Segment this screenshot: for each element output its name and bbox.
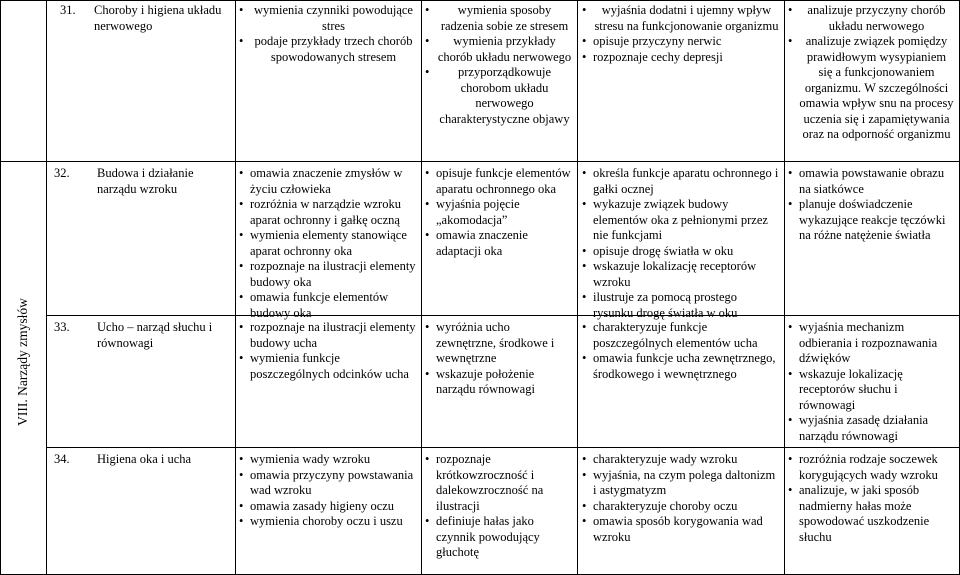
list-item: • charakteryzuje funkcje poszczególnych elementów ucha xyxy=(580,320,780,351)
list-item: • rozpoznaje na ilustracji elementy budowy ucha xyxy=(237,320,419,351)
list-item: • wykazuje związek budowy elementów oka z pełnionymi przez nie funkcjami xyxy=(580,197,780,244)
requirements-level-4 xyxy=(786,320,954,444)
list-item: • analizuje, w jaki sposób nadmierny hałas może spowodować uszkodzenie słuchu xyxy=(786,483,954,545)
list-item: • wyjaśnia dodatni i ujemny wpływ stresu na funkcjonowanie organizmu xyxy=(580,3,780,34)
list-item: • omawia funkcje ucha zewnętrznego, środkowego i wewnętrznego xyxy=(580,351,780,382)
list-item: • wskazuje lokalizację receptorów wzroku xyxy=(580,259,780,290)
requirements-level-2 xyxy=(423,166,573,259)
list-item: • wymienia funkcje poszczególnych odcinków ucha xyxy=(237,351,419,382)
grid-line xyxy=(0,0,960,1)
requirements-level-3 xyxy=(580,320,780,382)
list-item: • podaje przykłady trzech chorób spowodowanych stresem xyxy=(237,34,417,65)
list-item: • rozpoznaje cechy depresji xyxy=(580,50,780,66)
list-item: • analizuje związek pomiędzy prawidłowym wysypianiem się a funkcjonowaniem organizmu. W szczególności omawia wpływ snu na procesy uczenia się i zapamiętywania oraz na odporność organizmu xyxy=(786,34,954,143)
list-item: • omawia znaczenie zmysłów w życiu człowieka xyxy=(237,166,419,197)
requirements-level-4 xyxy=(786,3,954,143)
list-item: • definiuje hałas jako czynnik powodujący głuchotę xyxy=(423,514,573,561)
section-label: VIII. Narządy zmysłów xyxy=(15,298,30,426)
list-item: • wyjaśnia, na czym polega daltonizm i astygmatyzm xyxy=(580,468,780,499)
list-item: • omawia sposób korygowania wad wzroku xyxy=(580,514,780,545)
list-item: • omawia znaczenie adaptacji oka xyxy=(423,228,573,259)
list-item: • omawia powstawanie obrazu na siatkówce xyxy=(786,166,954,197)
list-item: • rozpoznaje krótkowzroczność i dalekowzroczność na ilustracji xyxy=(423,452,573,514)
requirements-level-1 xyxy=(237,452,417,530)
list-item: • opisuje funkcje elementów aparatu ochronnego oka xyxy=(423,166,573,197)
list-item: • opisuje drogę światła w oku xyxy=(580,244,780,260)
grid-line xyxy=(46,0,47,575)
list-item: • określa funkcje aparatu ochronnego i gałki ocznej xyxy=(580,166,780,197)
list-item: • wyjaśnia zasadę działania narządu równowagi xyxy=(786,413,954,444)
list-item: • przyporządkowuje chorobom układu nerwowego charakterystyczne objawy xyxy=(423,65,573,127)
list-item: • opisuje przyczyny nerwic xyxy=(580,34,780,50)
list-item: • rozróżnia rodzaje soczewek korygujących wady wzroku xyxy=(786,452,954,483)
list-item: • wskazuje położenie narządu równowagi xyxy=(423,367,573,398)
grid-line xyxy=(235,0,236,575)
list-item: • planuje doświadczenie wykazujące reakcje tęczówki na różne natężenie światła xyxy=(786,197,954,244)
requirements-level-1 xyxy=(237,320,419,382)
list-item: • wyróżnia ucho zewnętrzne, środkowe i wewnętrzne xyxy=(423,320,573,367)
lesson-topic: Budowa i działanie narządu wzroku xyxy=(97,166,194,196)
list-item: • wymienia elementy stanowiące aparat ochronny oka xyxy=(237,228,419,259)
requirements-level-3 xyxy=(580,452,780,545)
list-item: • analizuje przyczyny chorób układu nerwowego xyxy=(786,3,954,34)
requirements-level-4 xyxy=(786,452,954,545)
grid-line xyxy=(784,0,785,575)
lesson-topic: Ucho – narząd słuchu i równowagi xyxy=(97,320,213,350)
grid-line xyxy=(46,447,960,448)
list-item: • rozpoznaje na ilustracji elementy budowy oka xyxy=(237,259,419,290)
grid-line xyxy=(577,0,578,575)
lesson-number: 34. xyxy=(54,452,70,466)
requirements-level-1 xyxy=(237,166,419,321)
requirements-level-3 xyxy=(580,3,780,65)
grid-line xyxy=(421,0,422,575)
requirements-level-3 xyxy=(580,166,780,321)
list-item: • wymienia wady wzroku xyxy=(237,452,417,468)
lesson-topic: Choroby i higiena układu nerwowego xyxy=(94,3,222,33)
lesson-number: 33. xyxy=(54,320,70,334)
list-item: • wyjaśnia mechanizm odbierania i rozpoznawania dźwięków xyxy=(786,320,954,367)
list-item: • ilustruje za pomocą prostego rysunku drogę światła w oku xyxy=(580,290,780,321)
list-item: • wskazuje lokalizację receptorów słuchu i równowagi xyxy=(786,367,954,414)
list-item: • wymienia czynniki powodujące stres xyxy=(237,3,417,34)
list-item: • wymienia przykłady chorób układu nerwowego xyxy=(423,34,573,65)
grid-line xyxy=(0,161,960,162)
lesson-topic: Higiena oka i ucha xyxy=(97,452,192,466)
list-item: • wyjaśnia pojęcie „akomodacja” xyxy=(423,197,573,228)
list-item: • rozróżnia w narządzie wzroku aparat ochronny i gałkę oczną xyxy=(237,197,419,228)
requirements-level-1 xyxy=(237,3,417,65)
list-item: • omawia zasady higieny oczu xyxy=(237,499,417,515)
grid-line xyxy=(46,315,960,316)
list-item: • omawia przyczyny powstawania wad wzroku xyxy=(237,468,417,499)
requirements-level-2 xyxy=(423,320,573,398)
list-item: • charakteryzuje wady wzroku xyxy=(580,452,780,468)
list-item: • charakteryzuje choroby oczu xyxy=(580,499,780,515)
requirements-level-2 xyxy=(423,3,573,127)
list-item: • wymienia sposoby radzenia sobie ze stresem xyxy=(423,3,573,34)
list-item: • wymienia choroby oczu i uszu xyxy=(237,514,417,530)
requirements-level-4 xyxy=(786,166,954,244)
requirements-level-2 xyxy=(423,452,573,561)
list-item: • omawia funkcje elementów budowy oka xyxy=(237,290,419,321)
lesson-number: 31. xyxy=(60,3,76,17)
lesson-number: 32. xyxy=(54,166,70,180)
